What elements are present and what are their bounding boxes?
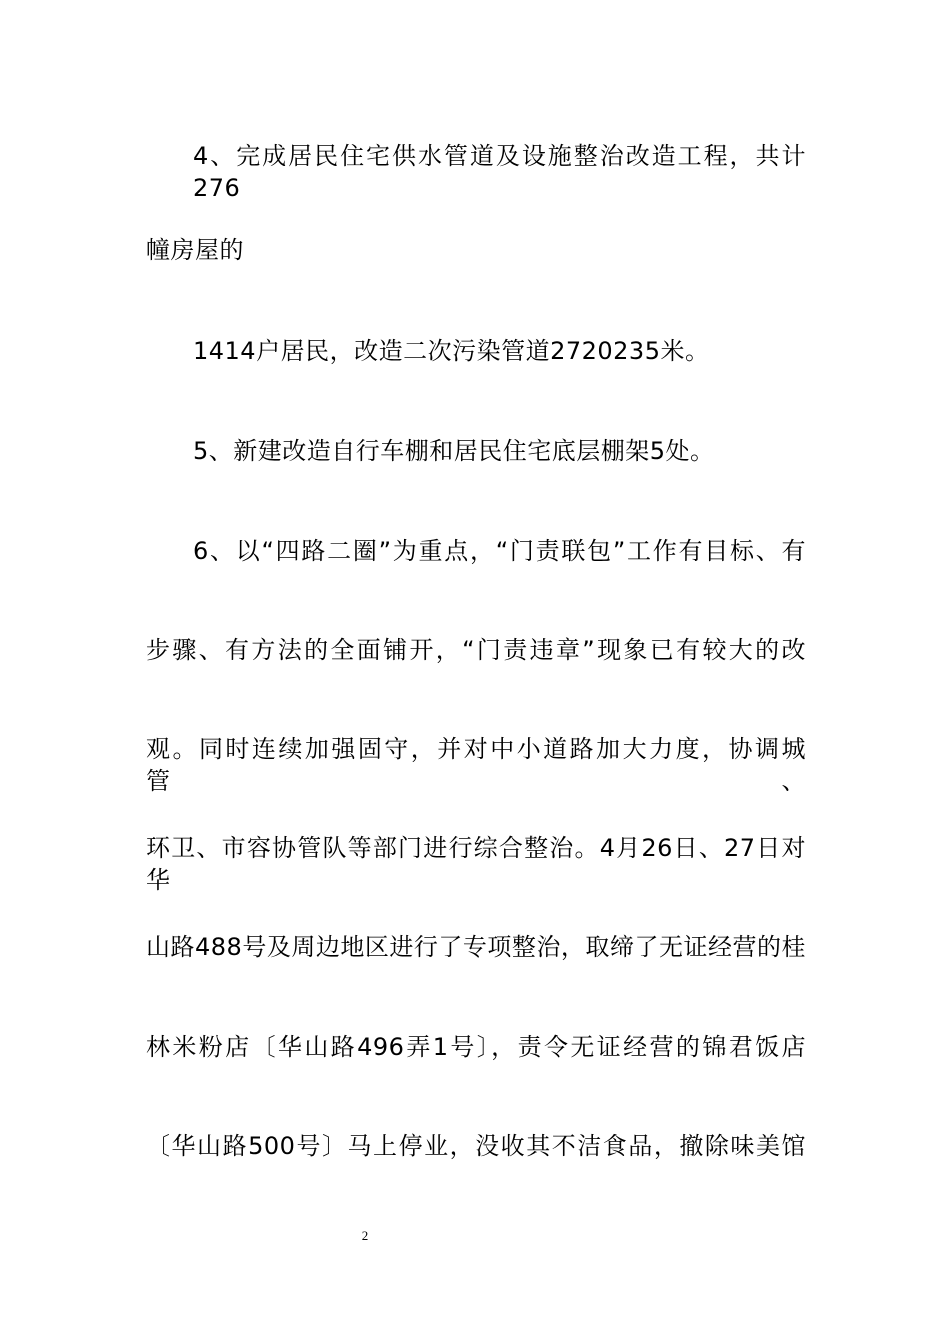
- page-number: 2: [361, 1228, 369, 1243]
- paragraph-4-line-2: 幢房屋的: [146, 236, 244, 264]
- paragraph-6-line-1: 6、以“四路二圈”为重点，“门责联包”工作有目标、有: [193, 537, 806, 565]
- paragraph-5-line-1: 5、新建改造自行车棚和居民住宅底层棚架5处。: [193, 437, 715, 465]
- paragraph-6-line-7: 〔华山路500号〕马上停业，没收其不洁食品，撤除味美馆: [146, 1132, 806, 1160]
- paragraph-6-line-3: 观。同时连续加强固守，并对中小道路加大力度，协调城管、: [146, 735, 806, 795]
- paragraph-6-line-6: 林米粉店〔华山路496弄1号〕，责令无证经营的锦君饭店: [146, 1033, 806, 1061]
- paragraph-4-line-1: 4、完成居民住宅供水管道及设施整治改造工程，共计276: [193, 142, 806, 202]
- paragraph-6-line-5: 山路488号及周边地区进行了专项整治，取缔了无证经营的桂: [146, 933, 806, 961]
- paragraph-6-line-4: 环卫、市容协管队等部门进行综合整治。4月26日、27日对华: [146, 834, 806, 894]
- paragraph-4-line-3: 1414户居民，改造二次污染管道2720235米。: [193, 337, 710, 365]
- paragraph-6-line-2: 步骤、有方法的全面铺开，“门责违章”现象已有较大的改: [146, 636, 806, 664]
